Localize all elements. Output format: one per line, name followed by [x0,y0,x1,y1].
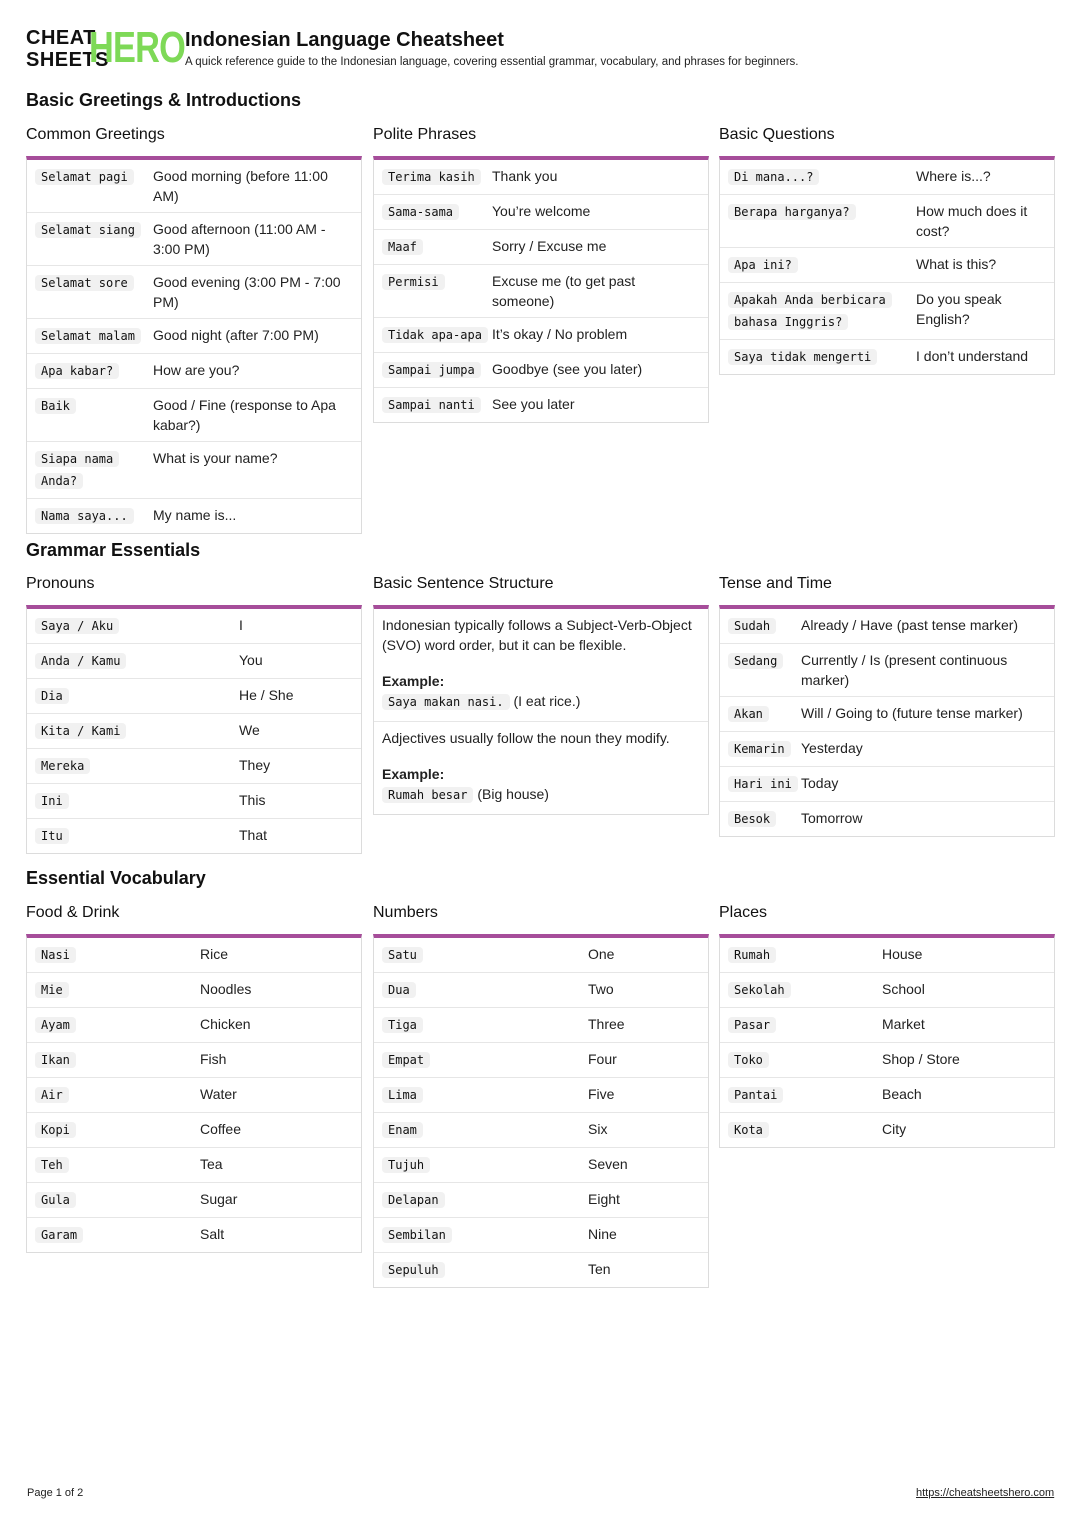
term-cell [35,1049,200,1071]
table-row [374,388,708,422]
indonesian-term: Pasar [728,1017,776,1033]
table-row [374,973,708,1008]
term-cell [382,1154,588,1176]
term-cell [35,1154,200,1176]
example-line [382,691,700,713]
term-cell [382,236,492,258]
term-cell [35,272,153,312]
table-row [27,749,361,784]
english-translation: Good evening (3:00 PM - 7:00 PM) [153,274,341,310]
term-cell [35,755,239,777]
sentence-structure-card [373,605,709,815]
indonesian-term: Apakah Anda berbicara bahasa Inggris? [728,292,892,330]
table-row [27,160,361,213]
table-row [374,1043,708,1078]
indonesian-term: Sudah [728,618,776,634]
indonesian-term: Sampai nanti [382,397,481,413]
english-translation: Good morning (before 11:00 AM) [153,168,328,204]
indonesian-term: Sampai jumpa [382,362,481,378]
table-row [374,318,708,353]
example-line [382,784,700,806]
english-translation: Coffee [200,1121,241,1137]
table-row [720,283,1054,340]
term-cell [35,1189,200,1211]
indonesian-term: Tidak apa-apa [382,327,488,343]
indonesian-term: Garam [35,1227,83,1243]
term-cell [382,1084,588,1106]
term-cell [728,979,882,1001]
svo-paragraph: Indonesian typically follows a Subject-Verb-Object (SVO) word order, but it can be flexible. [382,617,692,653]
table-row [27,644,361,679]
english-translation: They [239,757,271,773]
table-row [27,213,361,266]
indonesian-term: Mie [35,982,69,998]
table-row [27,499,361,533]
term-cell [728,738,801,760]
table-row [27,1008,361,1043]
term-cell [382,1189,588,1211]
term-cell [728,615,801,637]
polite-phrases-table [373,156,709,423]
english-translation: One [588,946,615,962]
tense-time-table [719,605,1055,837]
indonesian-term: Nama saya... [35,508,134,524]
table-row [720,644,1054,697]
table-row [374,1008,708,1043]
sentence-structure-block [373,573,709,815]
table-row [27,266,361,319]
section-title-greetings: Basic Greetings & Introductions [26,90,302,110]
english-translation: City [882,1121,907,1137]
english-translation: Noodles [200,981,252,997]
english-translation: What is your name? [153,450,278,466]
indonesian-term: Saya / Aku [35,618,119,634]
example-translation: (Big house) [477,786,549,802]
term-cell [382,1259,588,1281]
numbers-block [373,902,709,1288]
adjective-paragraph: Adjectives usually follow the noun they modify. [382,730,670,746]
english-translation: Tomorrow [801,810,863,826]
indonesian-term: Apa kabar? [35,363,119,379]
table-row [720,248,1054,283]
table-row [27,938,361,973]
table-row [374,1148,708,1183]
english-translation: See you later [492,396,575,412]
indonesian-term: Dia [35,688,69,704]
english-translation: Do you speak English? [916,291,1002,327]
section-title-vocabulary: Essential Vocabulary [26,868,206,888]
term-cell [35,505,153,527]
indonesian-term: Dua [382,982,416,998]
page-subtitle: A quick reference guide to the Indonesian language, covering essential grammar, vocabulary, and phrases for beginners. [185,56,799,68]
indonesian-term: Apa ini? [728,257,798,273]
english-translation: Two [588,981,614,997]
page-title: Indonesian Language Cheatsheet [185,29,504,51]
numbers-table [373,934,709,1288]
indonesian-term: Baik [35,398,76,414]
pronouns-table [26,605,362,854]
table-row [374,1218,708,1253]
logo-word-sheets: SHEETS [26,49,110,71]
basic-questions-title: Basic Questions [719,126,835,143]
english-translation: Will / Going to (future tense marker) [801,705,1023,721]
english-translation: He / She [239,687,294,703]
table-row [720,1008,1054,1043]
places-table [719,934,1055,1148]
term-cell [728,650,801,690]
english-translation: Six [588,1121,608,1137]
indonesian-term: Terima kasih [382,169,481,185]
indonesian-term: Lima [382,1087,423,1103]
english-translation: Nine [588,1226,617,1242]
food-drink-table [26,934,362,1253]
english-translation: Four [588,1051,617,1067]
indonesian-term: Besok [728,811,776,827]
indonesian-term: Enam [382,1122,423,1138]
pronouns-block [26,573,362,854]
english-translation: My name is... [153,507,237,523]
polite-phrases-title: Polite Phrases [373,126,477,143]
indonesian-term: Air [35,1087,69,1103]
indonesian-term: Kopi [35,1122,76,1138]
english-translation: Already / Have (past tense marker) [801,617,1019,633]
term-cell [35,979,200,1001]
table-row [720,802,1054,836]
table-row [720,1078,1054,1113]
table-row [374,1113,708,1148]
term-cell [382,201,492,223]
term-cell [382,166,492,188]
indonesian-term: Kota [728,1122,769,1138]
indonesian-term: Itu [35,828,69,844]
table-row [720,1043,1054,1078]
tense-time-block [719,573,1055,837]
term-cell [382,271,492,311]
term-cell [35,325,153,347]
sentence-structure-title: Basic Sentence Structure [373,575,554,592]
term-cell [728,944,882,966]
footer-link[interactable]: https://cheatsheetshero.com [916,1487,1055,1499]
numbers-title: Numbers [373,904,438,921]
table-row [27,1148,361,1183]
example-code: Saya makan nasi. [382,694,510,710]
basic-questions-block [719,124,1055,375]
english-translation: Ten [588,1261,611,1277]
term-cell [35,650,239,672]
term-cell [728,1119,882,1141]
table-row [374,195,708,230]
table-row [27,354,361,389]
indonesian-term: Tiga [382,1017,423,1033]
term-cell [35,1084,200,1106]
english-translation: Sugar [200,1191,238,1207]
english-translation: Tea [200,1156,223,1172]
english-translation: Fish [200,1051,227,1067]
term-cell [728,1014,882,1036]
table-row [720,767,1054,802]
table-row [27,679,361,714]
term-cell [382,324,492,346]
indonesian-term: Toko [728,1052,769,1068]
example-code: Rumah besar [382,787,473,803]
english-translation: It’s okay / No problem [492,326,628,342]
table-row [27,1113,361,1148]
english-translation: Water [200,1086,237,1102]
term-cell [728,346,916,368]
table-row [27,714,361,749]
indonesian-term: Gula [35,1192,76,1208]
food-drink-title: Food & Drink [26,904,120,921]
english-translation: You’re welcome [492,203,591,219]
table-row [374,1253,708,1287]
indonesian-term: Selamat sore [35,275,134,291]
indonesian-term: Teh [35,1157,69,1173]
table-row [720,195,1054,248]
term-cell [382,944,588,966]
english-translation: How are you? [153,362,240,378]
term-cell [728,254,916,276]
english-translation: Today [801,775,839,791]
indonesian-term: Maaf [382,239,423,255]
english-translation: Eight [588,1191,620,1207]
english-translation: I [239,617,243,633]
table-row [27,1218,361,1252]
indonesian-term: Saya tidak mengerti [728,349,877,365]
term-cell [382,359,492,381]
term-cell [728,703,801,725]
table-row [27,1078,361,1113]
table-row [720,609,1054,644]
english-translation: Five [588,1086,615,1102]
english-translation: Salt [200,1226,225,1242]
logo-word-cheat: CHEAT [26,27,96,49]
table-row [27,973,361,1008]
indonesian-term: Permisi [382,274,445,290]
english-translation: Shop / Store [882,1051,960,1067]
english-translation: Beach [882,1086,922,1102]
table-row [720,938,1054,973]
english-translation: That [239,827,268,843]
term-cell [728,1049,882,1071]
indonesian-term: Hari ini [728,776,798,792]
table-row [374,938,708,973]
places-title: Places [719,904,768,921]
indonesian-term: Sama-sama [382,204,459,220]
cheatsheetshero-logo[interactable] [26,23,186,72]
term-cell [728,201,916,241]
table-row [720,160,1054,195]
term-cell [35,685,239,707]
term-cell [35,1014,200,1036]
indonesian-term: Ikan [35,1052,76,1068]
english-translation: School [882,981,925,997]
term-cell [35,1224,200,1246]
indonesian-term: Sedang [728,653,783,669]
english-translation: What is this? [916,256,997,272]
english-translation: Sorry / Excuse me [492,238,607,254]
table-row [374,265,708,318]
term-cell [35,944,200,966]
common-greetings-block [26,124,362,534]
table-row [27,784,361,819]
polite-phrases-block [373,124,709,423]
term-cell [728,289,916,333]
term-cell [728,1084,882,1106]
page-number: Page 1 of 2 [27,1487,84,1499]
common-greetings-table [26,156,362,534]
indonesian-term: Kita / Kami [35,723,126,739]
table-row [720,697,1054,732]
english-translation: Good / Fine (response to Apa kabar?) [153,397,336,433]
example-label: Example: [382,766,445,782]
english-translation: This [239,792,266,808]
pronouns-title: Pronouns [26,575,95,592]
section-title-grammar: Grammar Essentials [26,540,201,560]
english-translation: Good afternoon (11:00 AM - 3:00 PM) [153,221,326,257]
table-row [27,819,361,853]
english-translation: Yesterday [801,740,863,756]
indonesian-term: Sekolah [728,982,791,998]
table-row [720,340,1054,374]
term-cell [728,808,801,830]
english-translation: You [239,652,263,668]
indonesian-term: Mereka [35,758,90,774]
indonesian-term: Selamat siang [35,222,141,238]
table-row [720,732,1054,767]
english-translation: Thank you [492,168,558,184]
indonesian-term: Tujuh [382,1157,430,1173]
indonesian-term: Sepuluh [382,1262,445,1278]
table-row [374,1183,708,1218]
indonesian-term: Ini [35,793,69,809]
example-label: Example: [382,673,445,689]
table-row [27,389,361,442]
term-cell [35,615,239,637]
indonesian-term: Berapa harganya? [728,204,856,220]
indonesian-term: Anda / Kamu [35,653,126,669]
indonesian-term: Akan [728,706,769,722]
term-cell [382,1119,588,1141]
term-cell [35,790,239,812]
term-cell [35,219,153,259]
english-translation: Market [882,1016,925,1032]
english-translation: We [239,722,260,738]
indonesian-term: Selamat pagi [35,169,134,185]
term-cell [35,166,153,206]
indonesian-term: Satu [382,947,423,963]
english-translation: Chicken [200,1016,251,1032]
indonesian-term: Ayam [35,1017,76,1033]
term-cell [35,360,153,382]
indonesian-term: Selamat malam [35,328,141,344]
table-row [27,319,361,354]
example-translation: (I eat rice.) [513,693,581,709]
term-cell [382,979,588,1001]
table-row [27,1043,361,1078]
term-cell [382,1049,588,1071]
indonesian-term: Siapa nama Anda? [35,451,119,489]
tense-time-title: Tense and Time [719,575,832,592]
term-cell [382,1224,588,1246]
term-cell [728,773,801,795]
english-translation: Three [588,1016,625,1032]
table-row [27,1183,361,1218]
indonesian-term: Pantai [728,1087,783,1103]
term-cell [382,1014,588,1036]
logo-word-hero: HERO [89,23,186,72]
english-translation: Goodbye (see you later) [492,361,643,377]
basic-questions-table [719,156,1055,375]
term-cell [35,1119,200,1141]
english-translation: Where is...? [916,168,991,184]
indonesian-term: Kemarin [728,741,791,757]
indonesian-term: Nasi [35,947,76,963]
table-row [27,442,361,499]
table-row [27,609,361,644]
indonesian-term: Rumah [728,947,776,963]
food-drink-block [26,902,362,1253]
term-cell [35,448,153,492]
indonesian-term: Sembilan [382,1227,452,1243]
table-row [374,353,708,388]
table-row [374,160,708,195]
english-translation: Seven [588,1156,628,1172]
english-translation: Excuse me (to get past someone) [492,273,636,309]
indonesian-term: Empat [382,1052,430,1068]
term-cell [728,166,916,188]
table-row [374,1078,708,1113]
indonesian-term: Delapan [382,1192,445,1208]
table-row [374,230,708,265]
table-row [720,973,1054,1008]
indonesian-term: Di mana...? [728,169,819,185]
english-translation: Good night (after 7:00 PM) [153,327,319,343]
term-cell [382,394,492,416]
english-translation: I don’t understand [916,348,1029,364]
english-translation: Currently / Is (present continuous marker) [801,652,1008,688]
places-block [719,902,1055,1148]
english-translation: Rice [200,946,229,962]
term-cell [35,395,153,435]
table-row [720,1113,1054,1147]
english-translation: House [882,946,923,962]
term-cell [35,825,239,847]
english-translation: How much does it cost? [916,203,1028,239]
term-cell [35,720,239,742]
common-greetings-title: Common Greetings [26,126,165,143]
header [26,23,1056,74]
